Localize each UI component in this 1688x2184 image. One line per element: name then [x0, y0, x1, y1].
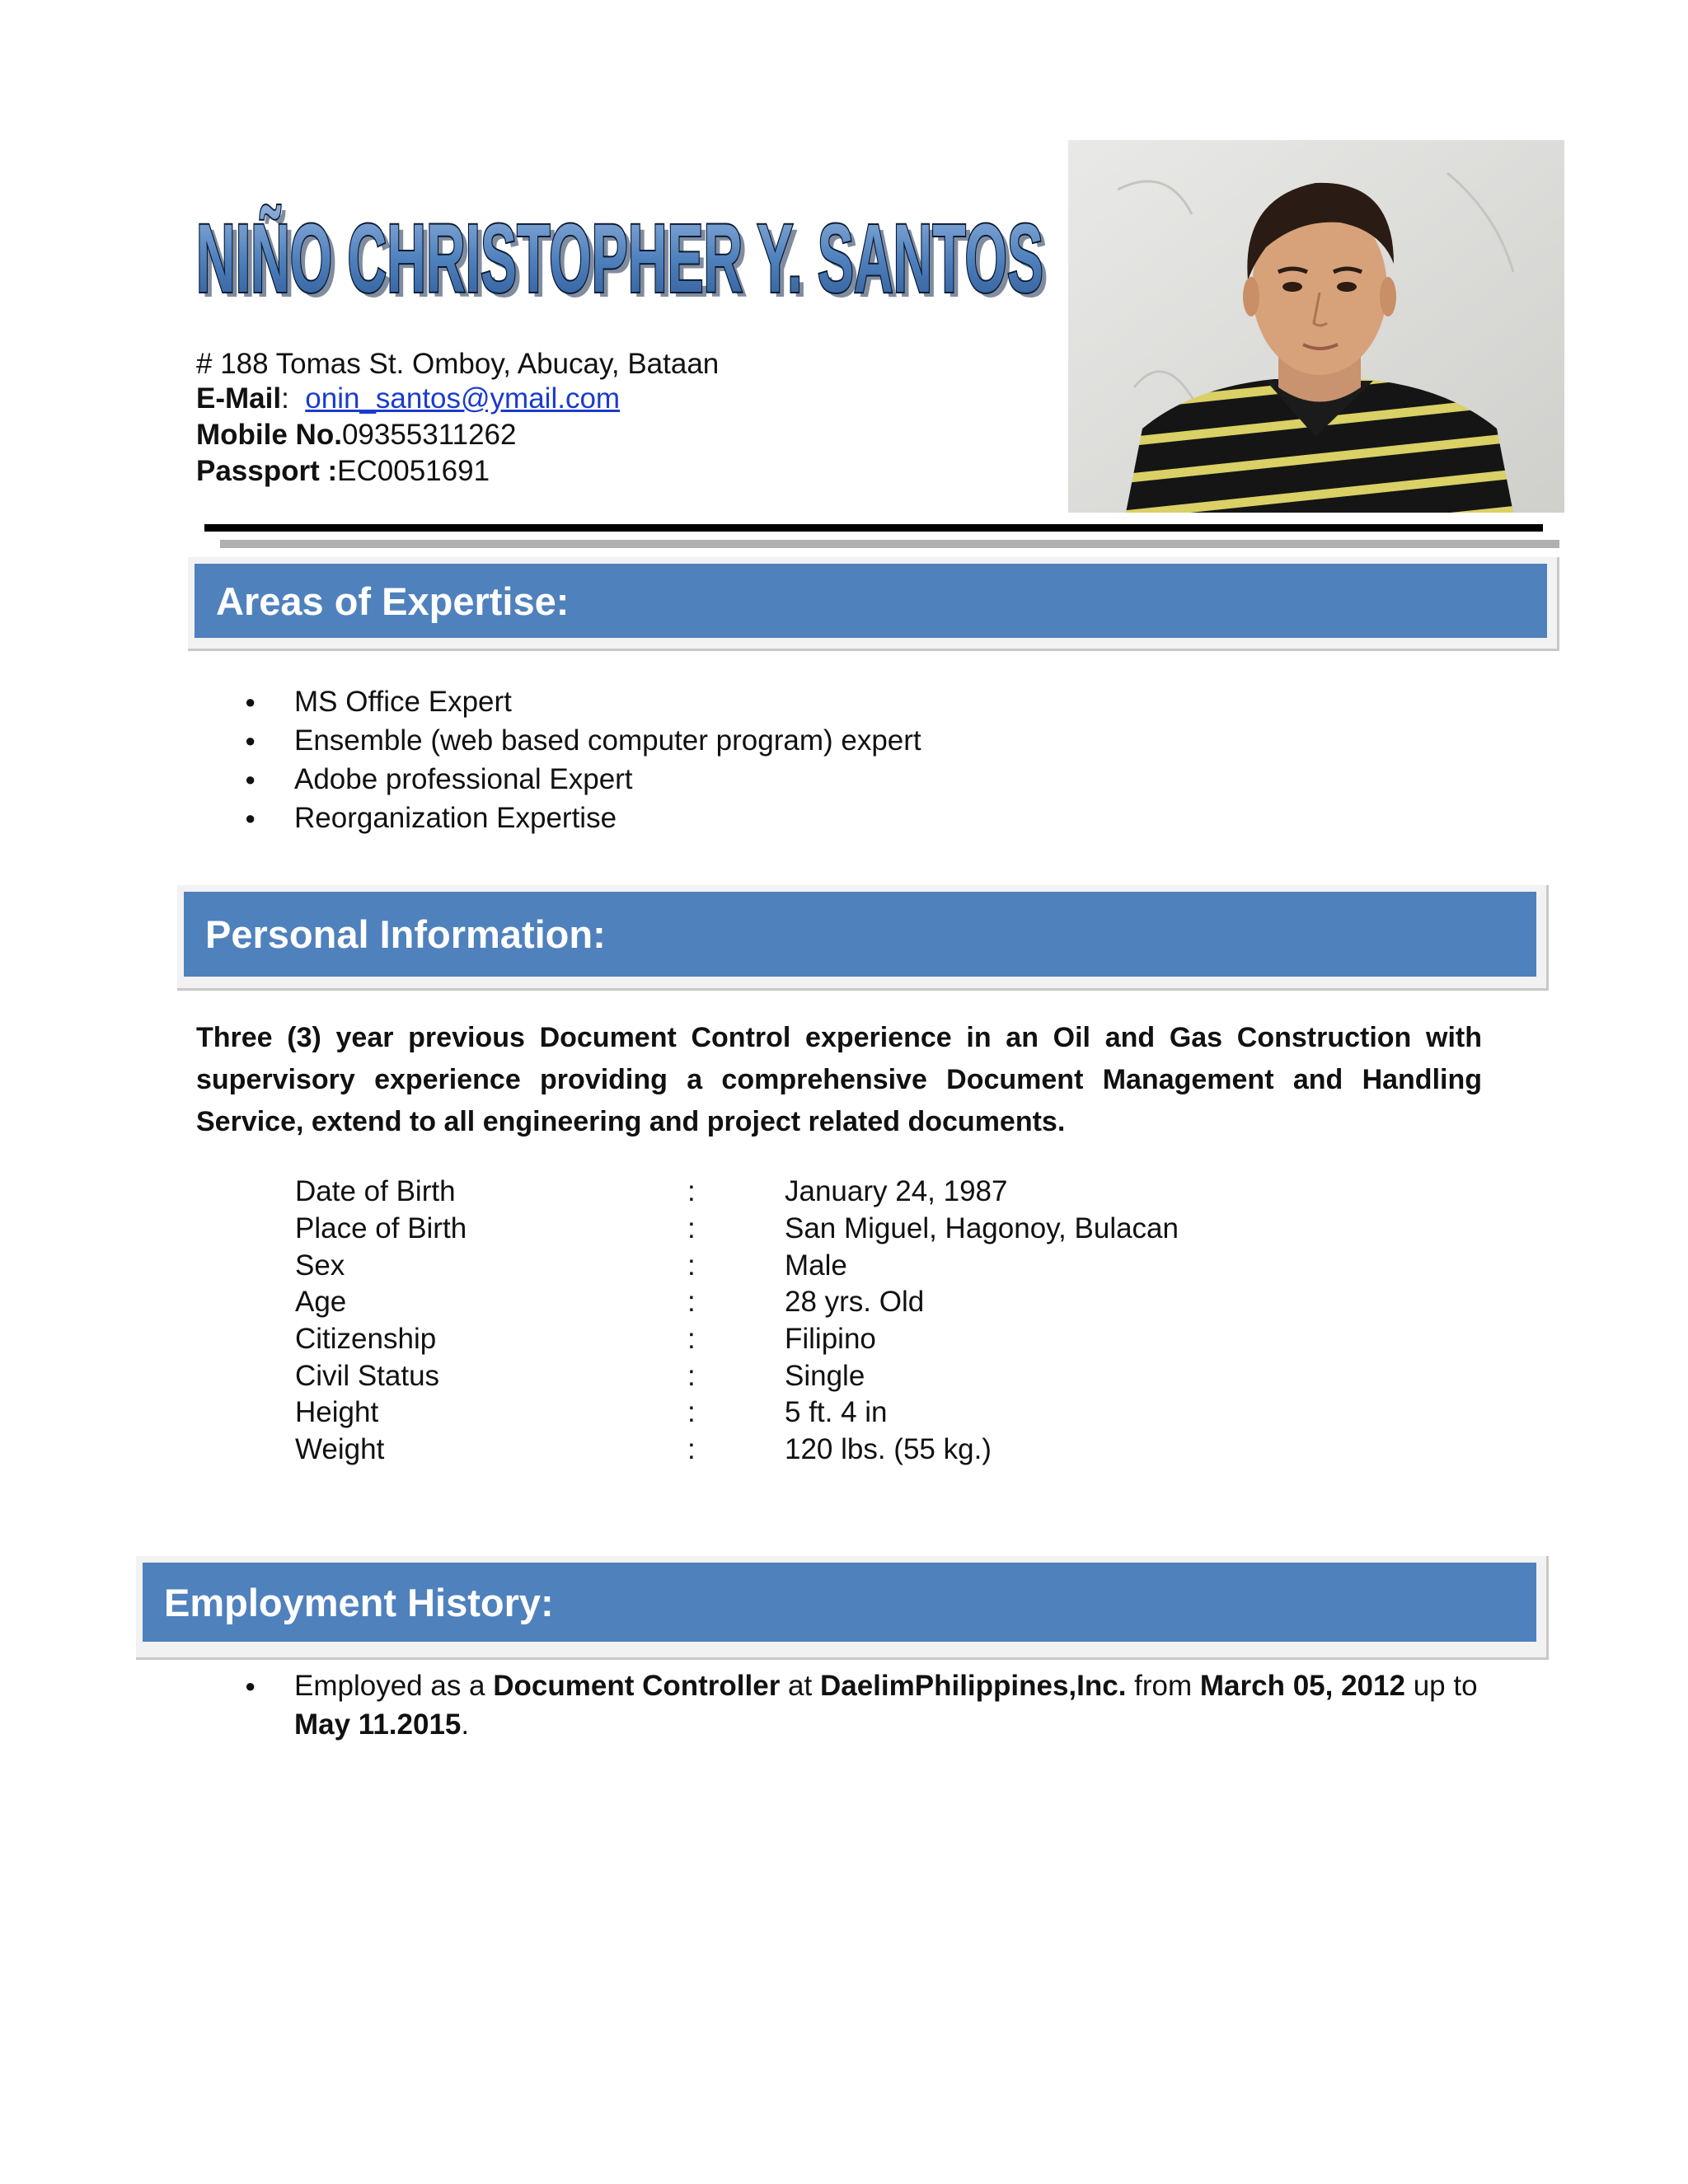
candidate-name-shadow: NIÑO CHRISTOPHER Y. SANTOS	[201, 209, 1048, 315]
employment-company: DaelimPhilippines,Inc.	[819, 1670, 1127, 1702]
info-value: 5 ft. 4 in	[785, 1396, 888, 1428]
section-employment-title: Employment History:	[143, 1563, 1536, 1642]
email-label: E-Mail	[196, 382, 282, 415]
passport-label: Passport :	[196, 455, 338, 487]
employment-list	[245, 1666, 1506, 1744]
section-expertise-title: Areas of Expertise:	[195, 564, 1547, 638]
mobile-line	[196, 417, 516, 453]
list-item	[245, 1666, 1506, 1744]
mobile-number: 09355311262	[341, 419, 517, 451]
employment-start-date: March 05, 2012	[1199, 1670, 1405, 1702]
info-colon: :	[687, 1212, 696, 1244]
divider-black	[204, 524, 1543, 532]
employment-text: .	[461, 1708, 470, 1741]
section-personal	[177, 885, 1549, 991]
employment-end-date: May 11.2015	[294, 1708, 462, 1741]
info-value: 28 yrs. Old	[785, 1286, 925, 1318]
list-item: ● Ensemble (web based computer program) expert	[245, 721, 921, 760]
employment-position: Document Controller	[493, 1670, 781, 1702]
info-label: Height	[295, 1396, 379, 1428]
info-colon: :	[687, 1323, 696, 1355]
passport-line	[196, 453, 490, 490]
list-item: ● MS Office Expert	[245, 682, 921, 721]
info-label: Civil Status	[295, 1360, 440, 1392]
mobile-label: Mobile No.	[196, 419, 342, 451]
address	[196, 346, 719, 382]
info-value: Single	[785, 1360, 865, 1392]
address-text: # 188 Tomas St. Omboy, Abucay, Bataan	[196, 348, 720, 380]
info-colon: :	[687, 1286, 696, 1318]
section-personal-title: Personal Information:	[184, 892, 1536, 977]
passport-number: EC0051691	[337, 455, 490, 487]
info-value: 120 lbs. (55 kg.)	[785, 1433, 992, 1465]
divider-gray	[220, 540, 1559, 548]
employment-text: at	[780, 1670, 820, 1702]
email-link[interactable]: onin_santos@ymail.com	[305, 382, 621, 415]
info-label: Weight	[295, 1433, 385, 1465]
employment-text: up to	[1404, 1670, 1478, 1702]
info-label: Place of Birth	[295, 1212, 467, 1244]
info-label: Age	[295, 1286, 347, 1318]
list-item: ● Reorganization Expertise	[245, 799, 921, 837]
list-item: ● Adobe professional Expert	[245, 760, 921, 799]
info-value: Male	[785, 1249, 847, 1282]
profile-summary: Three (3) year previous Document Control experience in an Oil and Gas Construction with supervisory experience providing a comprehensive Document Management and Handling Service, extend to all engineering and project related documents.	[196, 1022, 1482, 1137]
info-colon: :	[687, 1396, 696, 1428]
employment-text: from	[1126, 1670, 1200, 1702]
section-employment	[136, 1556, 1549, 1660]
info-label: Citizenship	[295, 1323, 437, 1355]
employment-text: Employed as a	[294, 1670, 494, 1702]
personal-info-table	[295, 1174, 1284, 1470]
candidate-name	[196, 191, 1062, 315]
section-expertise	[188, 557, 1559, 651]
candidate-name-text: NIÑO CHRISTOPHER Y. SANTOS	[196, 204, 1043, 313]
info-value: Filipino	[785, 1323, 876, 1355]
email-sep: :	[281, 382, 289, 415]
info-value: San Miguel, Hagonoy, Bulacan	[785, 1212, 1179, 1244]
email-line	[196, 381, 620, 417]
info-value: January 24, 1987	[785, 1175, 1008, 1207]
info-colon: :	[687, 1360, 696, 1392]
profile-photo	[1068, 140, 1564, 513]
info-colon: :	[687, 1433, 696, 1465]
info-colon: :	[687, 1249, 696, 1282]
expertise-list	[245, 682, 921, 837]
info-label: Sex	[295, 1249, 345, 1282]
info-label: Date of Birth	[295, 1175, 456, 1207]
info-colon: :	[687, 1175, 696, 1207]
